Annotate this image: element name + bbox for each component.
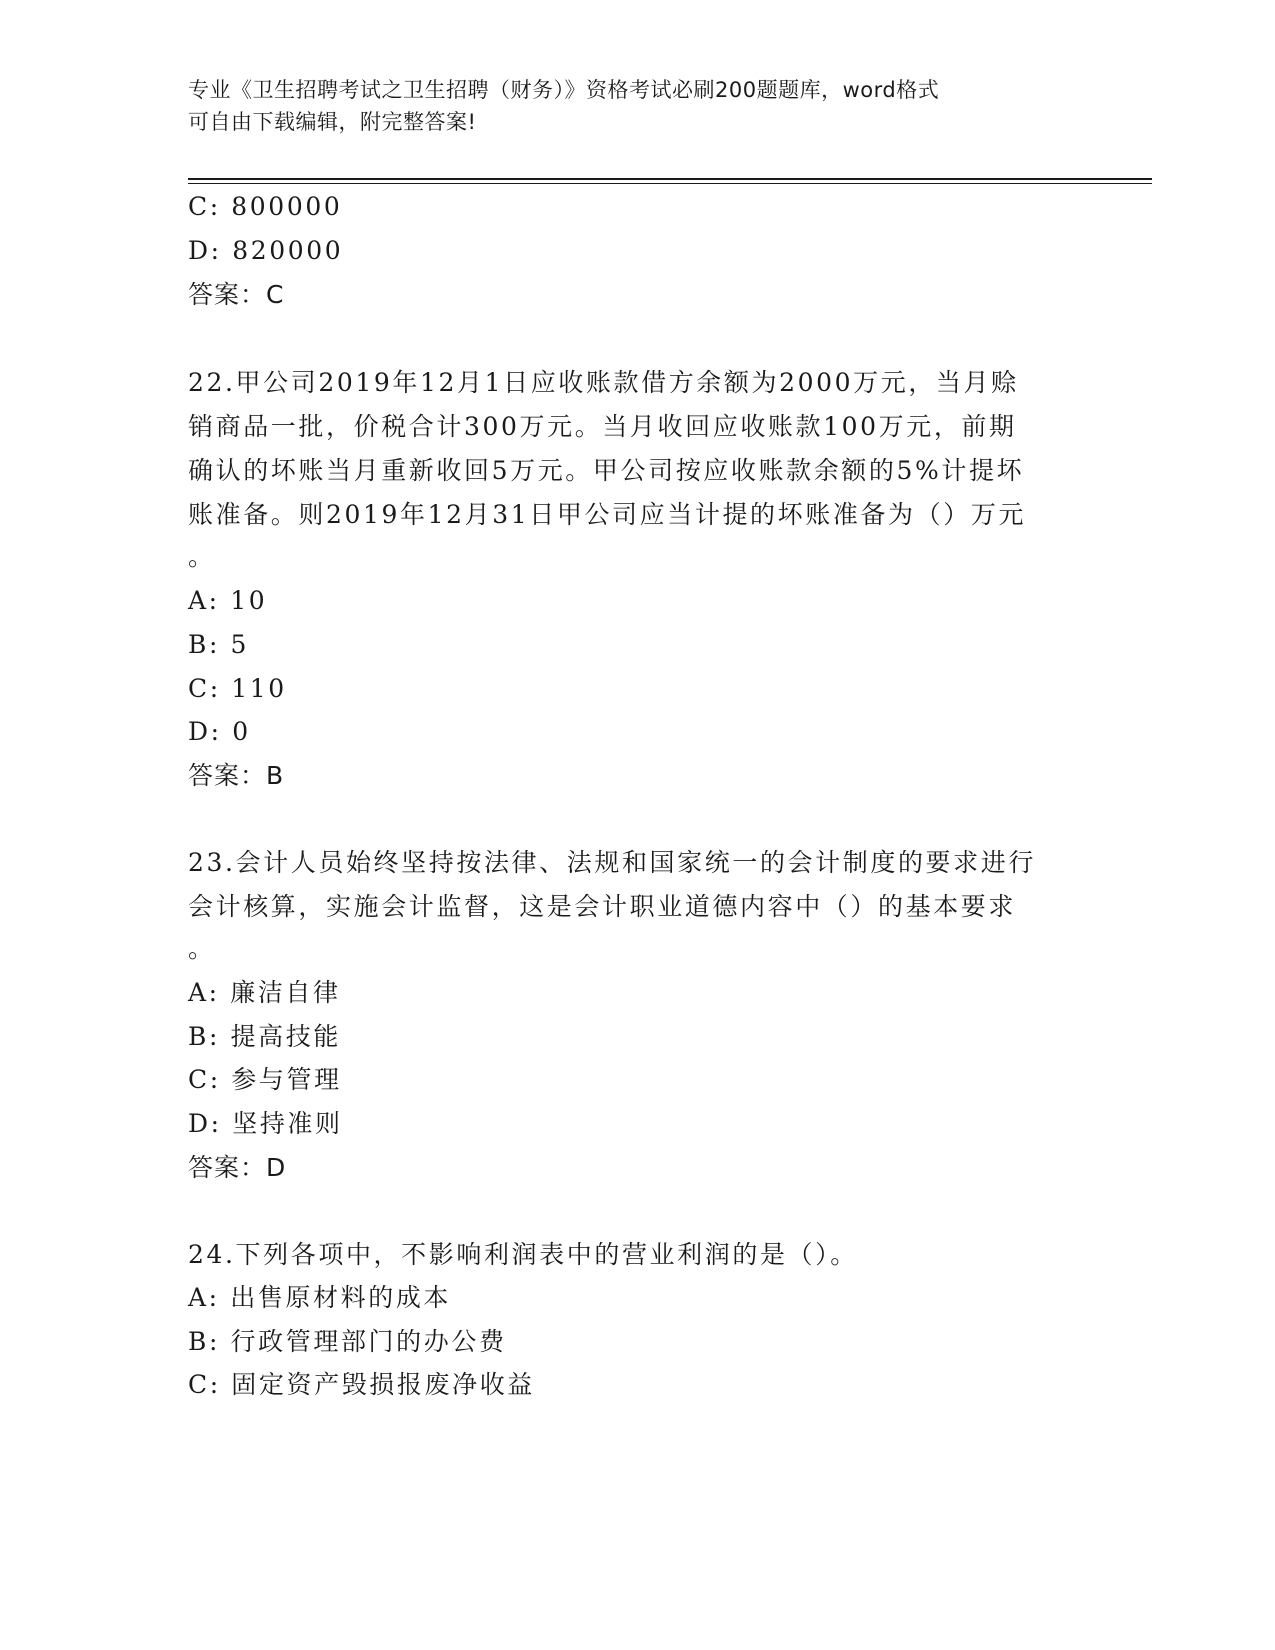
q22-stem-line-4: 账准备。则2019年12月31日甲公司应当计提的坏账准备为（）万元	[188, 500, 1027, 529]
header-title-line-1: 专业《卫生招聘考试之卫生招聘（财务）》资格考试必刷200题题库，word格式	[188, 78, 940, 102]
q22-stem-line-3: 确认的坏账当月重新收回5万元。甲公司按应收账款余额的5%计提坏	[188, 456, 1025, 485]
header-title-line-2: 可自由下载编辑，附完整答案!	[188, 110, 477, 134]
q22-option-b: B: 5	[188, 630, 250, 659]
q23-answer: 答案：D	[188, 1153, 287, 1182]
header-rule-thin	[188, 183, 1152, 184]
q23-stem-line-1: 23.会计人员始终坚持按法律、法规和国家统一的会计制度的要求进行	[188, 848, 1036, 877]
q21-option-d: D: 820000	[188, 236, 344, 265]
q22-stem-line-5: 。	[188, 542, 216, 571]
q23-option-c: C: 参与管理	[188, 1065, 342, 1094]
q24-option-a: A: 出售原材料的成本	[188, 1283, 452, 1312]
q22-stem-line-1: 22.甲公司2019年12月1日应收账款借方余额为2000万元，当月赊	[188, 368, 1019, 397]
q23-option-b: B: 提高技能	[188, 1022, 341, 1051]
q24-stem-line-1: 24.下列各项中，不影响利润表中的营业利润的是（）。	[188, 1240, 858, 1269]
q22-stem-line-2: 销商品一批，价税合计300万元。当月收回应收账款100万元，前期	[188, 412, 1017, 441]
q23-option-a: A: 廉洁自律	[188, 978, 341, 1007]
q24-option-b: B: 行政管理部门的办公费	[188, 1327, 507, 1356]
header-rule-thick	[188, 178, 1152, 180]
q23-stem-line-3: 。	[188, 934, 216, 963]
q22-answer: 答案：B	[188, 761, 285, 790]
q23-stem-line-2: 会计核算，实施会计监督，这是会计职业道德内容中（）的基本要求	[188, 892, 1017, 921]
q24-option-c: C: 固定资产毁损报废净收益	[188, 1370, 535, 1399]
q21-answer: 答案：C	[188, 280, 285, 309]
document-header	[188, 74, 1088, 138]
q21-option-c: C: 800000	[188, 192, 343, 221]
q22-option-d: D: 0	[188, 717, 251, 746]
q22-option-a: A: 10	[188, 586, 268, 615]
q23-option-d: D: 坚持准则	[188, 1109, 343, 1138]
q22-option-c: C: 110	[188, 674, 287, 703]
